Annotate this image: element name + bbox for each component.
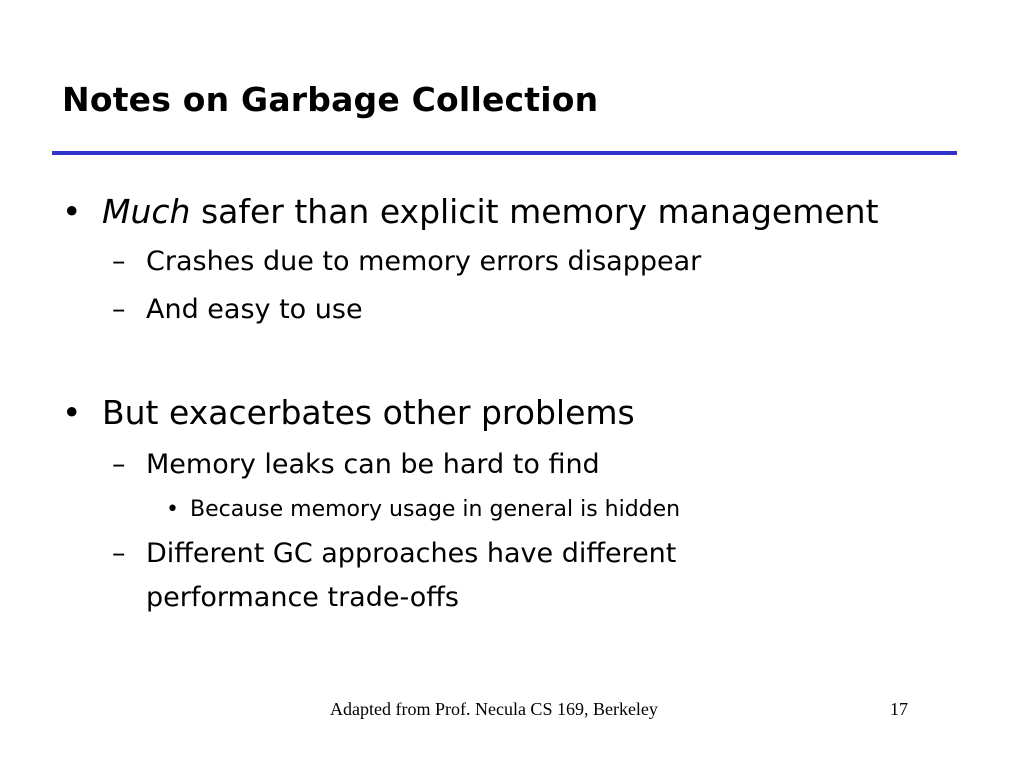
sub-bullet-1-1: Crashes due to memory errors disappear: [146, 246, 702, 277]
bullet-1: [102, 192, 879, 231]
sub-marker-2-1: –: [112, 449, 126, 480]
sub-bullet-2-2-continuation: performance trade-offs: [146, 582, 459, 613]
bullet-2: But exacerbates other problems: [102, 393, 635, 432]
sub-bullet-2-1: Memory leaks can be hard to find: [146, 449, 600, 480]
footer-credit: Adapted from Prof. Necula CS 169, Berkeley: [330, 699, 658, 719]
sub-marker-2-2: –: [112, 538, 126, 569]
page-number: 17: [890, 699, 908, 719]
sub-marker-1-2: –: [112, 294, 126, 325]
sub-bullet-1-2: And easy to use: [146, 294, 363, 325]
bullet-marker-2: •: [62, 393, 82, 432]
bullet-1-emphasis: Much: [102, 192, 191, 231]
bullet-marker-1: •: [62, 192, 82, 231]
sub-bullet-2-2: Different GC approaches have different: [146, 538, 677, 569]
slide-title: Notes on Garbage Collection: [62, 80, 599, 119]
title-underline: [52, 151, 957, 155]
sub-sub-marker-2-1-1: •: [166, 497, 179, 522]
bullet-1-text: safer than explicit memory management: [190, 192, 879, 231]
sub-marker-1-1: –: [112, 246, 126, 277]
sub-sub-bullet-2-1-1: Because memory usage in general is hidden: [190, 497, 681, 522]
